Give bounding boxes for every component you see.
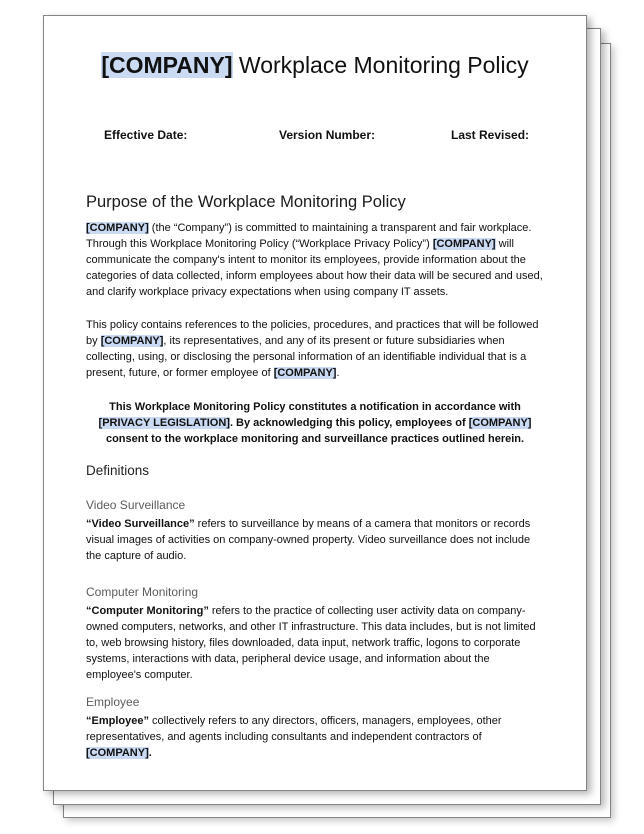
last-revised-label: Last Revised: (451, 128, 530, 142)
definition-body-employee: “Employee” collectively refers to any directors, officers, managers, employees, other representatives, and agents including consultants and independent contractors of [COMPANY]. (86, 715, 502, 759)
definition-term-employee: Employee (86, 695, 140, 709)
definition-term-video-surveillance: Video Surveillance (86, 498, 186, 512)
definitions-heading: Definitions (86, 463, 150, 478)
definition-term-computer-monitoring: Computer Monitoring (86, 585, 199, 599)
definition-body-computer-monitoring: “Computer Monitoring” refers to the practice of collecting user activity data on company-owned computers, networks, and other IT infrastructure. This data includes, but is not limited to, web browsing history, files downloaded, data input, network traffic, logons to corporate systems, interactions with data, peripheral device usage, and information about the employee's computer. (86, 605, 536, 681)
purpose-heading: Purpose of the Workplace Monitoring Policy (86, 193, 406, 211)
purpose-paragraph-1: [COMPANY] (the “Company”) is committed to maintaining a transparent and fair workplace. Through this Workplace Monitoring Policy (“Workplace Privacy Policy”) [COMPANY] will communicate the company's intent to monitor its employees, provide information about the categories of data collected, inform employees about how their data will be secured and used, and clarify workplace privacy expectations when using company IT assets. (86, 222, 543, 298)
notification-paragraph: This Workplace Monitoring Policy constitutes a notification in accordance with [PRIVACY LEGISLATION]. By acknowledging this policy, employees of [COMPANY] consent to the workplace monitoring and surveillance practices outlined herein. (98, 401, 532, 445)
effective-date-label: Effective Date: (104, 128, 188, 142)
meta-row (86, 127, 544, 143)
version-number-label: Version Number: (279, 128, 376, 142)
policy-page (43, 15, 587, 791)
purpose-paragraph-2: This policy contains references to the policies, procedures, and practices that will be followed by [COMPANY], its representatives, and any of its present or future subsidiaries when collecting, using, or disclosing the personal information of an identifiable individual that is a present, future, or former employee of [COMPANY]. (86, 319, 539, 379)
definition-body-video-surveillance: “Video Surveillance” refers to surveillance by means of a camera that monitors or records visual images of activities on company-owned property. Video surveillance does not include the capture of audio. (86, 518, 531, 562)
document-title: [COMPANY] Workplace Monitoring Policy (101, 52, 529, 78)
